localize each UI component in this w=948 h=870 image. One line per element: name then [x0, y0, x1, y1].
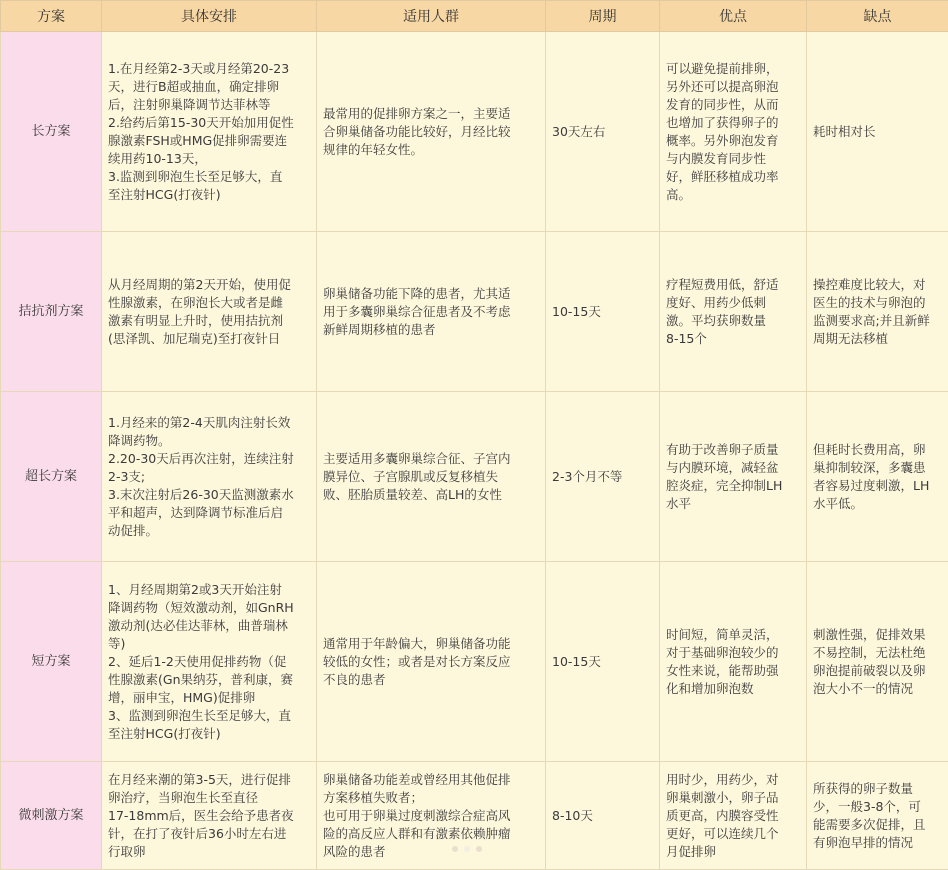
table-row	[1, 32, 948, 232]
population-cell	[317, 32, 546, 232]
header-population: 适用人群	[317, 1, 546, 32]
cycle-text: 10-15天	[552, 653, 653, 671]
plan-name: 短方案	[1, 562, 102, 762]
cycle-cell	[546, 762, 660, 870]
arrangement-text: 1、月经周期第2或3天开始注射 降调药物（短效激动剂，如GnRH 激动剂(达必佳达菲林，曲普瑞林 等) 2、延后1-2天使用促排药物（促 性腺激素(Gn果纳芬，普利康，赛 增，丽申宝，HMG)促排卵 3、监测到卵泡生长至足够大，直 至注射HCG(打夜针)	[108, 581, 310, 743]
cons-cell	[807, 562, 948, 762]
table-row	[1, 762, 948, 870]
cons-text: 耗时相对长	[813, 123, 942, 141]
header-row	[1, 1, 948, 32]
population-text: 最常用的促排卵方案之一，主要适 合卵巢储备功能比较好，月经比较 规律的年轻女性。	[323, 105, 539, 159]
cycle-cell	[546, 562, 660, 762]
arrangement-cell	[102, 392, 317, 562]
pros-text: 疗程短费用低，舒适 度好、用药少低刺 激。平均获卵数量 8-15个	[666, 276, 800, 348]
pros-cell	[660, 392, 807, 562]
cycle-text: 2-3个月不等	[552, 468, 653, 486]
pros-cell	[660, 32, 807, 232]
header-pros: 优点	[660, 1, 807, 32]
table-row	[1, 232, 948, 392]
plan-name: 拮抗剂方案	[1, 232, 102, 392]
plan-name: 长方案	[1, 32, 102, 232]
population-cell	[317, 562, 546, 762]
cons-cell	[807, 762, 948, 870]
pros-text: 时间短，简单灵活， 对于基础卵泡较少的 女性来说，能帮助强 化和增加卵泡数	[666, 626, 800, 698]
cycle-cell	[546, 232, 660, 392]
arrangement-cell	[102, 562, 317, 762]
header-plan: 方案	[1, 1, 102, 32]
table-row	[1, 392, 948, 562]
population-text: 卵巢储备功能下降的患者，尤其适 用于多囊卵巢综合征患者及不考虑 新鲜周期移植的患者	[323, 285, 539, 339]
header-arrangement: 具体安排	[102, 1, 317, 32]
carousel-dot[interactable]	[476, 846, 482, 852]
pros-text: 有助于改善卵子质量 与内膜环境，减轻盆 腔炎症，完全抑制LH 水平	[666, 441, 800, 513]
cons-text: 但耗时长费用高，卵 巢抑制较深，多囊患 者容易过度刺激，LH 水平低。	[813, 441, 942, 513]
arrangement-cell	[102, 232, 317, 392]
cons-text: 操控难度比较大，对 医生的技术与卵泡的 监测要求高;并且新鲜 周期无法移植	[813, 276, 942, 348]
cycle-text: 30天左右	[552, 123, 653, 141]
arrangement-cell	[102, 762, 317, 870]
population-cell	[317, 762, 546, 870]
cycle-text: 8-10天	[552, 807, 653, 825]
carousel-dots[interactable]	[452, 846, 482, 852]
arrangement-text: 在月经来潮的第3-5天，进行促排 卵治疗，当卵泡生长至直径 17-18mm后，医生会给予患者夜 针，在打了夜针后36小时左右进 行取卵	[108, 771, 310, 861]
cons-cell	[807, 32, 948, 232]
header-cycle: 周期	[546, 1, 660, 32]
pros-cell	[660, 762, 807, 870]
population-text: 卵巢储备功能差或曾经用其他促排 方案移植失败者； 也可用于卵巢过度刺激综合症高风 险的高反应人群和有激素依赖肿瘤 风险的患者	[323, 771, 539, 861]
pros-text: 用时少，用药少，对 卵巢刺激小，卵子品 质更高，内膜容受性 更好，可以连续几个 月促排卵	[666, 771, 800, 861]
population-cell	[317, 232, 546, 392]
cycle-text: 10-15天	[552, 303, 653, 321]
population-text: 主要适用多囊卵巢综合征、子宫内 膜异位、子宫腺肌或反复移植失 败、胚胎质量较差、高LH的女性	[323, 450, 539, 504]
header-cons: 缺点	[807, 1, 948, 32]
table-row	[1, 562, 948, 762]
pros-cell	[660, 562, 807, 762]
cons-text: 刺激性强，促排效果 不易控制，无法杜绝 卵泡提前破裂以及卵 泡大小不一的情况	[813, 626, 942, 698]
arrangement-cell	[102, 32, 317, 232]
pros-cell	[660, 232, 807, 392]
arrangement-text: 1.月经来的第2-4天肌肉注射长效 降调药物。 2.20-30天后再次注射，连续注射 2-3支; 3.末次注射后26-30天监测激素水 平和超声，达到降调节标准后启 动促排。	[108, 414, 310, 540]
pros-text: 可以避免提前排卵， 另外还可以提高卵泡 发育的同步性，从而 也增加了获得卵子的 概率。另外卵泡发育 与内膜发育同步性 好，鲜胚移植成功率 高。	[666, 60, 800, 204]
arrangement-text: 1.在月经第2-3天或月经第20-23 天，进行B超或抽血，确定排卵 后，注射卵巢降调节达菲林等 2.给药后第15-30天开始加用促性 腺激素FSH或HMG促排卵需要连 续用药10-13天， 3.监测到卵泡生长至足够大，直 至注射HCG(打夜针)	[108, 60, 310, 204]
arrangement-text: 从月经周期的第2天开始，使用促 性腺激素，在卵泡长大或者是雌 激素有明显上升时，使用拮抗剂 (思泽凯、加尼瑞克)至打夜针日	[108, 276, 310, 348]
cons-cell	[807, 232, 948, 392]
plan-name: 超长方案	[1, 392, 102, 562]
plan-name: 微刺激方案	[1, 762, 102, 870]
cons-text: 所获得的卵子数量 少，一般3-8个，可 能需要多次促排，且 有卵泡早排的情况	[813, 780, 942, 852]
cycle-cell	[546, 392, 660, 562]
cons-cell	[807, 392, 948, 562]
cycle-cell	[546, 32, 660, 232]
carousel-dot[interactable]	[464, 846, 470, 852]
carousel-dot[interactable]	[452, 846, 458, 852]
population-cell	[317, 392, 546, 562]
population-text: 通常用于年龄偏大，卵巢储备功能 较低的女性；或者是对长方案反应 不良的患者	[323, 635, 539, 689]
